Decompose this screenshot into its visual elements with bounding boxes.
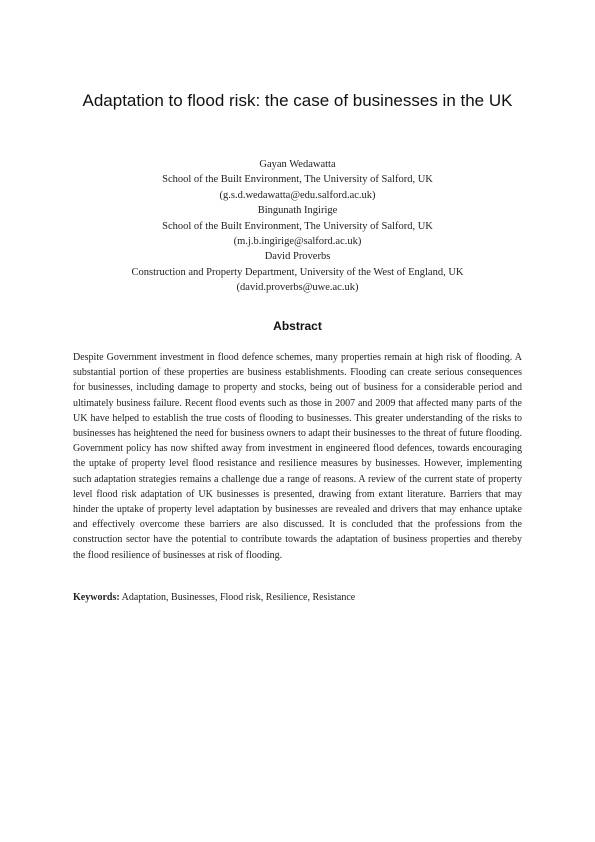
keywords-line: [73, 590, 522, 605]
author-affiliation: School of the Built Environment, The University of Salford, UK: [162, 220, 433, 232]
author-affiliation: School of the Built Environment, The University of Salford, UK: [162, 174, 433, 186]
abstract-heading: Abstract: [273, 319, 322, 333]
author-name: Bingunath Ingirige: [257, 205, 338, 217]
keywords-label: Keywords:: [73, 592, 120, 603]
author-affiliation: Construction and Property Department, University of the West of England, UK: [131, 266, 464, 278]
keywords-text: Adaptation, Businesses, Flood risk, Resilience, Resistance: [121, 592, 356, 603]
author-email: (g.s.d.wedawatta@edu.salford.ac.uk): [219, 189, 376, 201]
author-email: (david.proverbs@uwe.ac.uk): [236, 282, 359, 294]
abstract-text: Despite Government investment in flood defence schemes, many properties remain at high risk of flooding. A substantial portion of these properties are business establishments. Flooding can create serious consequences for businesses, including damage to property and stocks, being out of business for a considerable period and ultimately business failure. Recent flood events such as those in 2007 and 2009 that affected many parts of the UK have helped to establish the true costs of flooding to businesses. This greater understanding of the risks to businesses has heightened the need for business owners to adapt their businesses to the threat of future flooding. Government policy has now shifted away from investment in engineered flood defences, towards encouraging the uptake of property level flood resistance and resilience measures by businesses. However, implementing such adaptation strategies remains a challenge due a range of reasons. A review of the current state of property level flood risk adaptation of UK businesses is presented, drawing from extant literature. Barriers that may hinder the uptake of property level adaptation by businesses are revealed and drivers that may enhance uptake and effectively overcome these barriers are also discussed. It is concluded that the professions from the construction sector have the potential to contribute towards the adaptation of business properties and thereby the flood resilience of businesses at risk of flooding.: [73, 352, 522, 561]
author-block: [60, 157, 535, 296]
author-name: Gayan Wedawatta: [259, 159, 336, 170]
author-name: David Proverbs: [264, 251, 331, 263]
author-email: (m.j.b.ingirige@salford.ac.uk): [233, 236, 362, 248]
paper-title: Adaptation to flood risk: the case of businesses in the UK: [82, 91, 513, 110]
